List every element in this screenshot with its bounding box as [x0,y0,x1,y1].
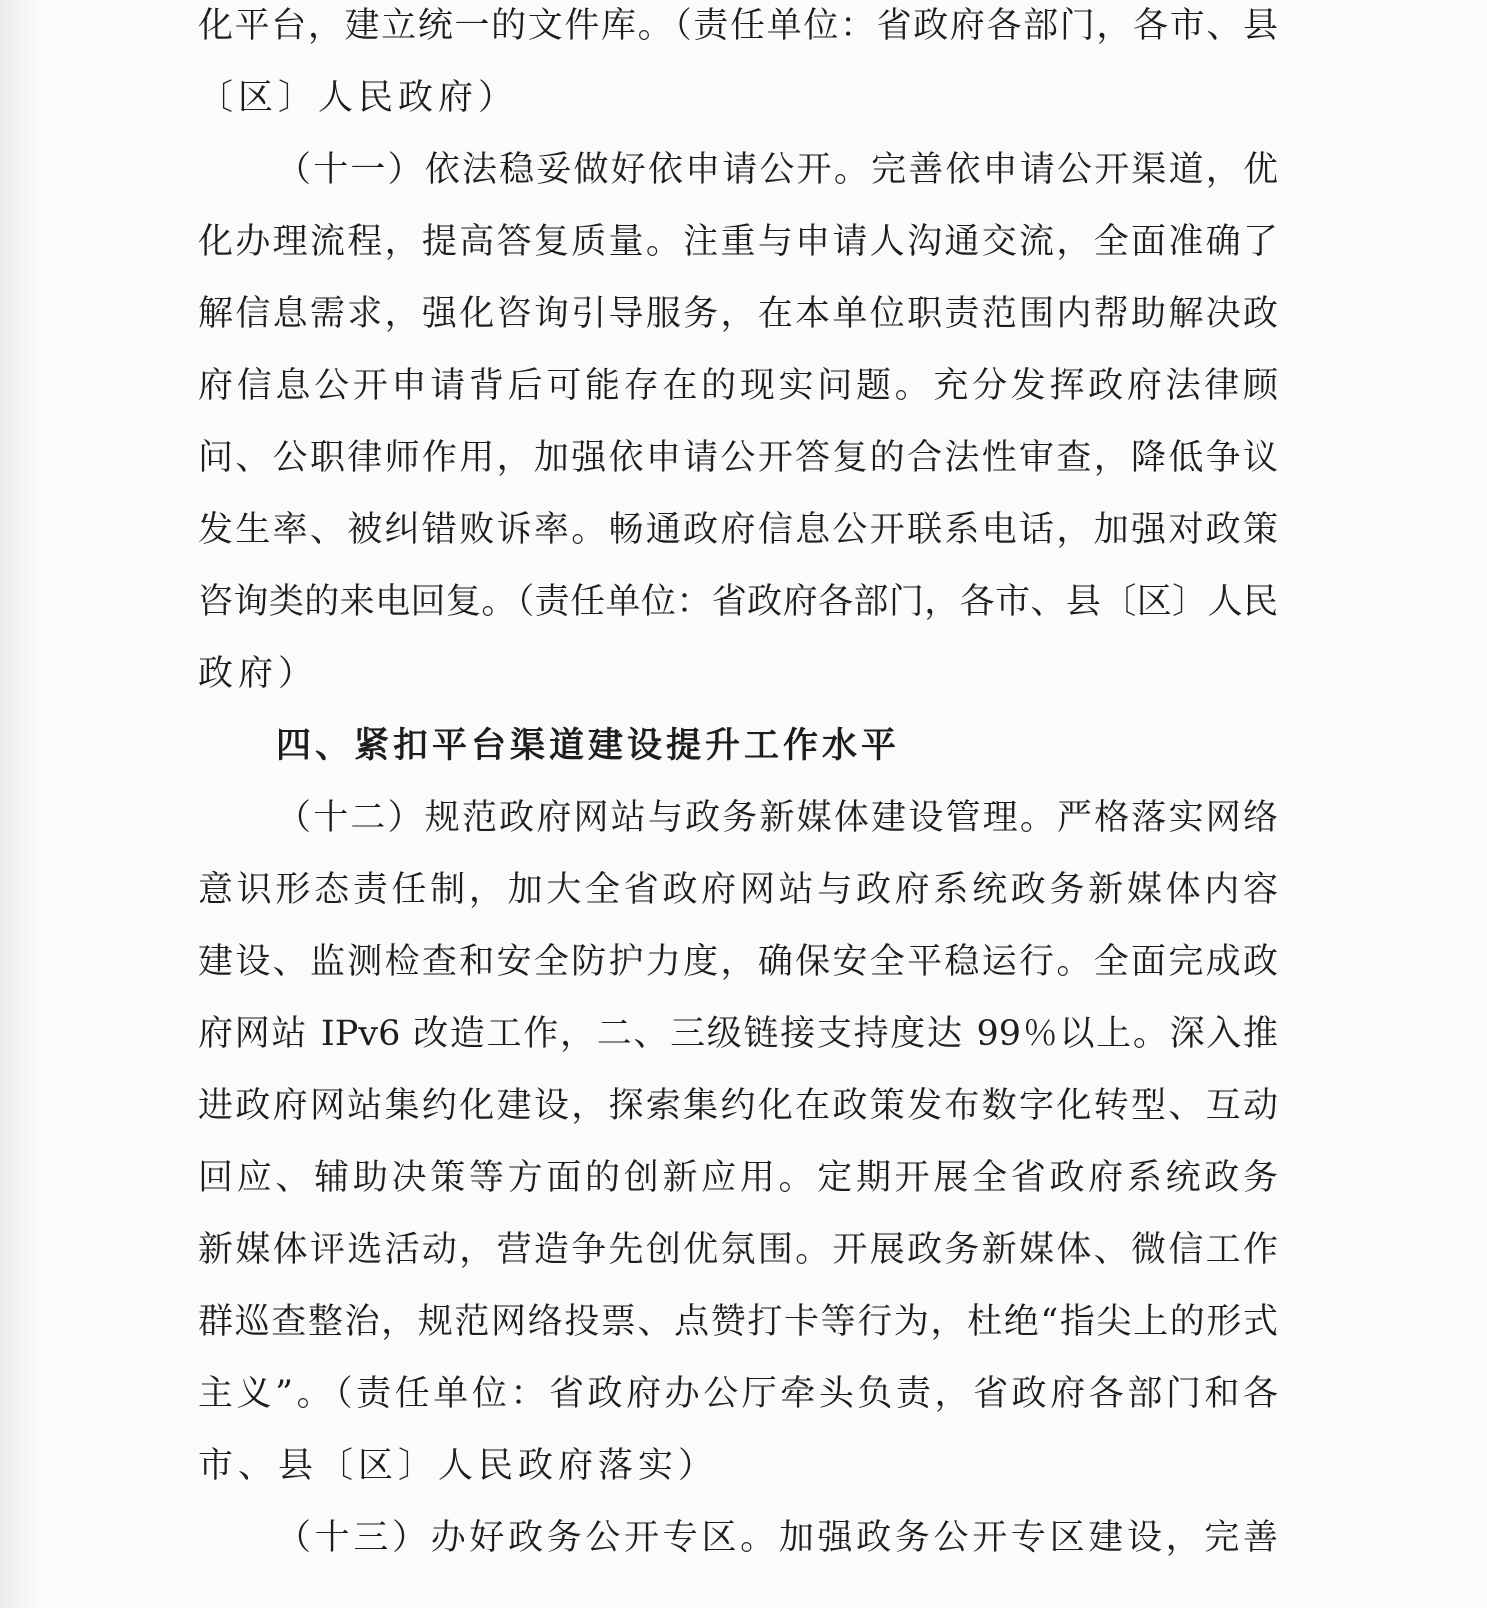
text-line: 咨询类的来电回复。（责任单位：省政府各部门，各市、县〔区〕人民 [198,582,1278,622]
text-line: 市、县〔区〕人民政府落实） [198,1446,719,1486]
text-line: 府信息公开申请背后可能存在的现实问题。充分发挥政府法律顾 [198,366,1278,406]
text-line: 进政府网站集约化建设，探索集约化在政策发布数字化转型、互动 [198,1086,1278,1126]
text-line: 化办理流程，提高答复质量。注重与申请人沟通交流，全面准确了 [198,222,1278,262]
text-line: 发生率、被纠错败诉率。畅通政府信息公开联系电话，加强对政策 [198,510,1278,550]
text-line: 回应、辅助决策等方面的创新应用。定期开展全省政府系统政务 [198,1158,1278,1198]
text-line: 解信息需求，强化咨询引导服务，在本单位职责范围内帮助解决政 [198,294,1278,334]
scan-edge-shadow [0,0,40,1608]
text-line: 府网站 IPv6 改造工作，二、三级链接支持度达 99％以上。深入推 [198,1014,1278,1054]
section-heading: 四、紧扣平台渠道建设提升工作水平 [276,726,901,766]
paragraph-12-start: （十二）规范政府网站与政务新媒体建设管理。严格落实网络 [276,798,1278,838]
paragraph-11-start: （十一）依法稳妥做好依申请公开。完善依申请公开渠道，优 [276,150,1278,190]
text-line: 意识形态责任制，加大全省政府网站与政府系统政务新媒体内容 [198,870,1278,910]
paragraph-13-start: （十三）办好政务公开专区。加强政务公开专区建设，完善 [276,1518,1278,1558]
text-line: 化平台，建立统一的文件库。（责任单位：省政府各部门，各市、县 [198,6,1278,46]
text-line: 新媒体评选活动，营造争先创优氛围。开展政务新媒体、微信工作 [198,1230,1278,1270]
text-line: 群巡查整治，规范网络投票、点赞打卡等行为，杜绝“指尖上的形式 [198,1302,1278,1342]
text-line: 〔区〕人民政府） [198,78,519,118]
text-line: 问、公职律师作用，加强依申请公开答复的合法性审查，降低争议 [198,438,1278,478]
text-line: 主义”。（责任单位：省政府办公厅牵头负责，省政府各部门和各 [198,1374,1278,1414]
text-line: 政府） [198,654,319,694]
text-line: 建设、监测检查和安全防护力度，确保安全平稳运行。全面完成政 [198,942,1278,982]
